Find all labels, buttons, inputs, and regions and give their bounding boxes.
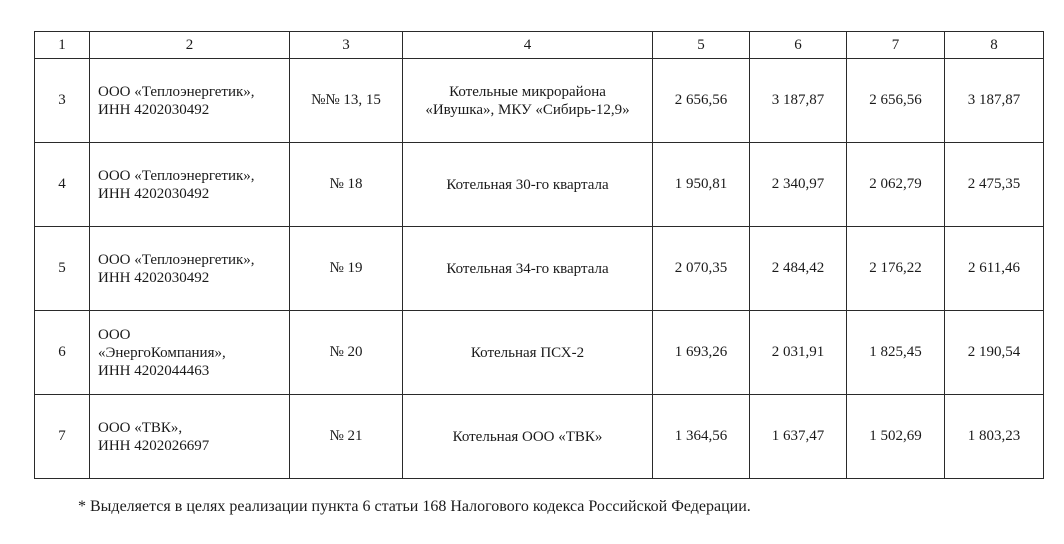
table-row (35, 311, 1044, 395)
value-cell: 1 502,69 (847, 395, 945, 479)
column-number: 6 (750, 32, 847, 59)
organization-line: ИНН 4202030492 (98, 269, 210, 286)
organization-line: ООО «Теплоэнергетик», (98, 167, 255, 184)
column-number: 4 (403, 32, 653, 59)
boiler-name-cell (403, 143, 653, 227)
value-cell: 2 176,22 (847, 227, 945, 311)
organization-line: ООО «Теплоэнергетик», (98, 251, 255, 268)
boiler-number: № 21 (290, 395, 403, 479)
value-cell: 2 070,35 (653, 227, 750, 311)
boiler-number: № 18 (290, 143, 403, 227)
value-cell: 1 825,45 (847, 311, 945, 395)
organization-line: ИНН 4202030492 (98, 185, 210, 202)
row-number: 7 (35, 395, 90, 479)
boiler-name-cell (403, 227, 653, 311)
value-cell: 1 803,23 (945, 395, 1044, 479)
organization-line: «ЭнергоКомпания», (98, 344, 226, 361)
organization-line: ООО «Теплоэнергетик», (98, 83, 255, 100)
boiler-name-cell (403, 395, 653, 479)
value-cell: 2 484,42 (750, 227, 847, 311)
value-cell: 2 340,97 (750, 143, 847, 227)
boiler-number: №№ 13, 15 (290, 59, 403, 143)
value-cell: 2 062,79 (847, 143, 945, 227)
boiler-name-cell (403, 311, 653, 395)
column-number: 1 (35, 32, 90, 59)
boiler-name-line: Котельные микрорайона (449, 83, 606, 100)
organization-line: ИНН 4202044463 (98, 362, 210, 379)
organization-line: ООО «ТВК», (98, 419, 183, 436)
row-number: 5 (35, 227, 90, 311)
organization-cell (90, 395, 290, 479)
row-number: 3 (35, 59, 90, 143)
organization-line: ООО (98, 326, 131, 343)
boiler-name-cell (403, 59, 653, 143)
organization-cell (90, 59, 290, 143)
value-cell: 2 190,54 (945, 311, 1044, 395)
value-cell: 2 611,46 (945, 227, 1044, 311)
boiler-name-line: Котельная ПСХ-2 (470, 344, 585, 361)
column-number: 3 (290, 32, 403, 59)
column-number: 7 (847, 32, 945, 59)
organization-cell (90, 143, 290, 227)
table-row (35, 395, 1044, 479)
boiler-name-line: Котельная 30-го квартала (446, 176, 609, 193)
value-cell: 2 656,56 (847, 59, 945, 143)
organization-line: ИНН 4202026697 (98, 437, 210, 454)
tariff-table (34, 31, 1044, 479)
value-cell: 3 187,87 (750, 59, 847, 143)
value-cell: 1 637,47 (750, 395, 847, 479)
row-number: 4 (35, 143, 90, 227)
boiler-name-line: Котельная 34-го квартала (446, 260, 609, 277)
boiler-number: № 20 (290, 311, 403, 395)
boiler-number: № 19 (290, 227, 403, 311)
value-cell: 2 475,35 (945, 143, 1044, 227)
value-cell: 1 950,81 (653, 143, 750, 227)
column-number: 2 (90, 32, 290, 59)
value-cell: 2 656,56 (653, 59, 750, 143)
boiler-name-line: «Ивушка», МКУ «Сибирь-12,9» (425, 101, 630, 118)
value-cell: 2 031,91 (750, 311, 847, 395)
column-number: 5 (653, 32, 750, 59)
footnote: * Выделяется в целях реализации пункта 6 статьи 168 Налогового кодекса Российской Федерации. (78, 498, 751, 515)
table-row (35, 227, 1044, 311)
organization-cell (90, 311, 290, 395)
organization-cell (90, 227, 290, 311)
table-row (35, 59, 1044, 143)
value-cell: 1 364,56 (653, 395, 750, 479)
row-number: 6 (35, 311, 90, 395)
boiler-name-line: Котельная ООО «ТВК» (452, 428, 603, 445)
organization-line: ИНН 4202030492 (98, 101, 210, 118)
value-cell: 1 693,26 (653, 311, 750, 395)
value-cell: 3 187,87 (945, 59, 1044, 143)
column-number: 8 (945, 32, 1044, 59)
column-number-row (35, 32, 1044, 59)
table-row (35, 143, 1044, 227)
